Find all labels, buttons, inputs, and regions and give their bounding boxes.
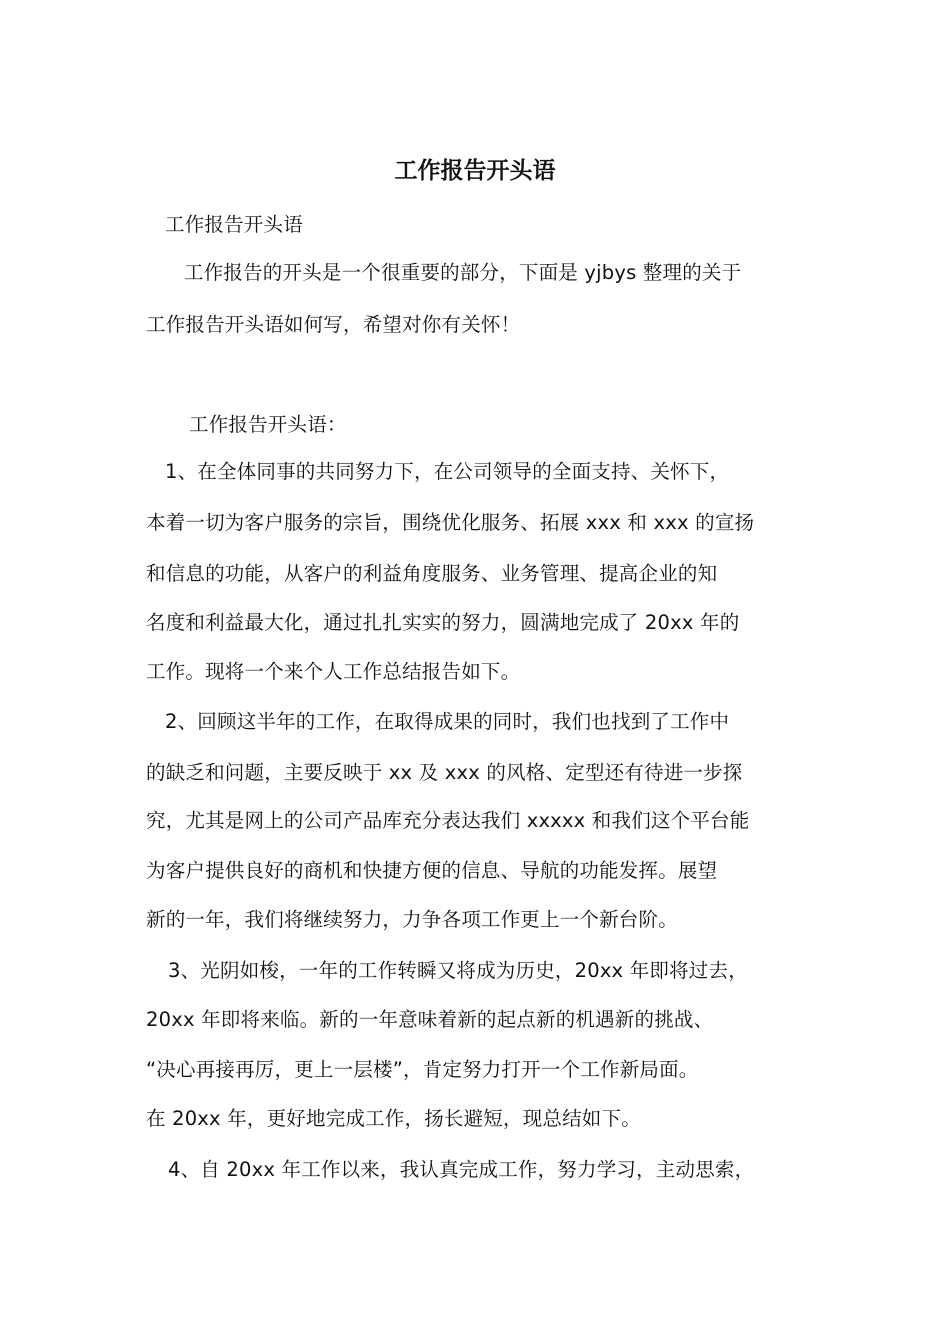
text-line: 工作报告的开头是一个很重要的部分，下面是 yjbys 整理的关于 [184, 261, 742, 284]
text-line: 3、光阴如梭，一年的工作转瞬又将成为历史，20xx 年即将过去， [168, 959, 748, 982]
section-heading: 工作报告开头语： [189, 413, 347, 436]
document-title: 工作报告开头语 [394, 158, 556, 184]
text-line: 工作报告开头语如何写，希望对你有关怀！ [146, 313, 521, 336]
text-line: 2、回顾这半年的工作，在取得成果的同时，我们也找到了工作中 [165, 710, 730, 733]
text-line: 20xx 年即将来临。新的一年意味着新的起点新的机遇新的挑战、 [146, 1008, 714, 1031]
text-line: 名度和利益最大化，通过扎扎实实的努力，圆满地完成了 20xx 年的 [146, 611, 740, 634]
text-line: 4、自 20xx 年工作以来，我认真完成工作，努力学习，主动思索， [168, 1158, 755, 1181]
text-line: 和信息的功能，从客户的利益角度服务、业务管理、提高企业的知 [146, 562, 718, 585]
subtitle-line: 工作报告开头语 [165, 213, 303, 236]
text-line: 工作。现将一个来个人工作总结报告如下。 [146, 660, 521, 683]
text-line: 本着一切为客户服务的宗旨，围绕优化服务、拓展 xxx 和 xxx 的宣扬 [146, 511, 755, 534]
text-line: 在 20xx 年，更好地完成工作，扬长避短，现总结如下。 [146, 1107, 641, 1130]
text-line: 为客户提供良好的商机和快捷方便的信息、导航的功能发挥。展望 [146, 859, 718, 882]
text-line: 1、在全体同事的共同努力下，在公司领导的全面支持、关怀下， [165, 460, 730, 483]
text-line: 究，尤其是网上的公司产品库充分表达我们 xxxxx 和我们这个平台能 [146, 809, 750, 832]
text-line: 的缺乏和问题，主要反映于 xx 及 xxx 的风格、定型还有待进一步探 [146, 761, 743, 784]
text-line: “决心再接再厉，更上一层楼”，肯定努力打开一个工作新局面。 [146, 1058, 699, 1081]
text-line: 新的一年，我们将继续努力，力争各项工作更上一个新台阶。 [146, 908, 678, 931]
